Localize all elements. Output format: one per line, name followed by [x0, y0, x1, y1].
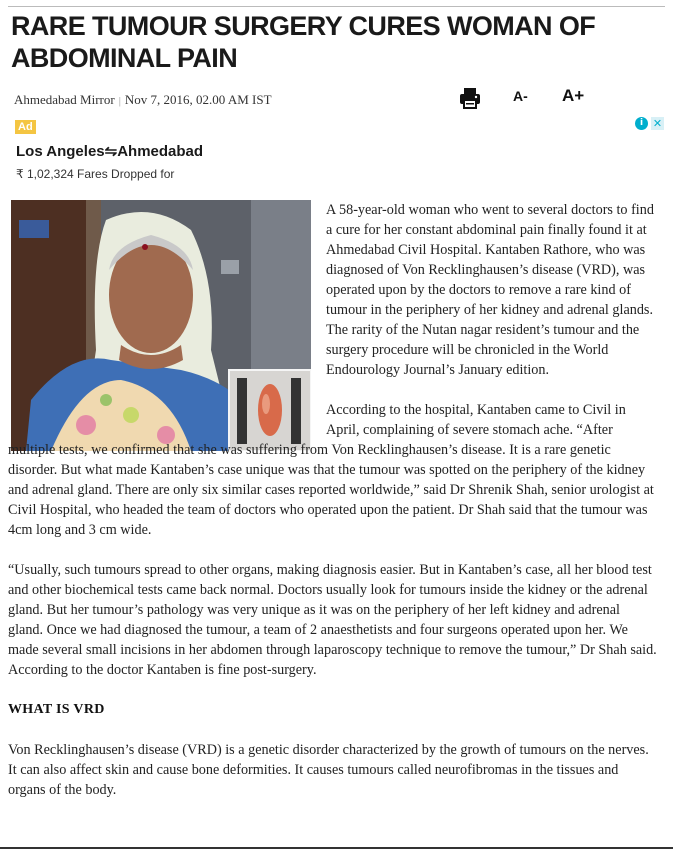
font-increase-button[interactable]: A+ — [562, 86, 585, 105]
top-divider — [8, 6, 665, 7]
body-paragraph-2: According to the hospital, Kantaben came to Civil in April, complaining of severe stomach ache. “After multiple tests, we confirmed that she was suffering from Von Recklinghausen’s disease. It is a rare genetic disorder. But what made Kantaben’s case unique was that the tumour was spotted on the periphery of the kidney and adrenal gland. There are only six similar cases reported worldwide,” said Dr Shrenik Shah, senior urologist at Civil Hospital, who headed the team of doctors who operated upon the patient. Dr Shah said that the tumour was 4cm long and 3 cm wide. — [8, 402, 654, 538]
article-source[interactable]: Ahmedabad Mirror — [14, 92, 115, 107]
article-body — [8, 200, 658, 820]
ad-title[interactable]: Los Angeles⇋Ahmedabad — [16, 143, 204, 160]
body-paragraph-3: “Usually, such tumours spread to other organs, making diagnosis easier. But in Kantaben’s case, all her blood test and other biochemical tests came back normal. Doctors usually look for tumours inside the kidney or the adrenal gland. But her tumour’s pathology was very unique as it was on the periphery of her left kidney and adrenal gland. Once we had diagnosed the tumour, a team of 2 anaesthetists and four surgeons operated upon her. We made several small incisions in her abdomen through laparoscopy technique to remove the tumour,” Dr Shah said. According to the doctor Kantaben is fine post-surgery. — [8, 562, 657, 678]
ad-subtitle[interactable]: ₹ 1,02,324 Fares Dropped for — [16, 167, 175, 181]
body-paragraph-1: A 58-year-old woman who went to several doctors to find a cure for her constant abdominal pain finally found it at Ahmedabad Civil Hospital. Kantaben Rathore, who was diagnosed of Von Recklinghausen’s disease (VRD), was operated upon by the doctors to remove a rare kind of tumour in the periphery of her kidney and adrenal glands. The rarity of the Nutan nagar resident’s tumour and the surgery procedure will be chronicled in the World Endourology Journal’s January edition. — [326, 202, 654, 378]
adchoices-icon[interactable]: i — [635, 117, 648, 130]
article-headline: RARE TUMOUR SURGERY CURES WOMAN OF ABDOMINAL PAIN — [11, 11, 596, 73]
meta-separator: | — [118, 95, 121, 107]
photo-spacer — [8, 200, 326, 435]
article-meta — [14, 92, 272, 108]
ad-badge: Ad — [15, 120, 36, 134]
article-date: Nov 7, 2016, 02.00 AM IST — [124, 92, 272, 107]
section-heading: WHAT IS VRD — [8, 702, 105, 717]
font-decrease-button[interactable]: A- — [513, 88, 528, 104]
print-icon[interactable] — [458, 86, 482, 110]
ad-controls — [635, 117, 667, 131]
ad-close-icon[interactable]: ✕ — [652, 117, 663, 130]
bottom-divider — [0, 847, 673, 849]
body-paragraph-4: Von Recklinghausen’s disease (VRD) is a genetic disorder characterized by the growth of tumours on the nerves. It can also affect skin and cause bone deformities. It causes tumours called neurofibromas in the tissues and organs of the body. — [8, 742, 649, 798]
